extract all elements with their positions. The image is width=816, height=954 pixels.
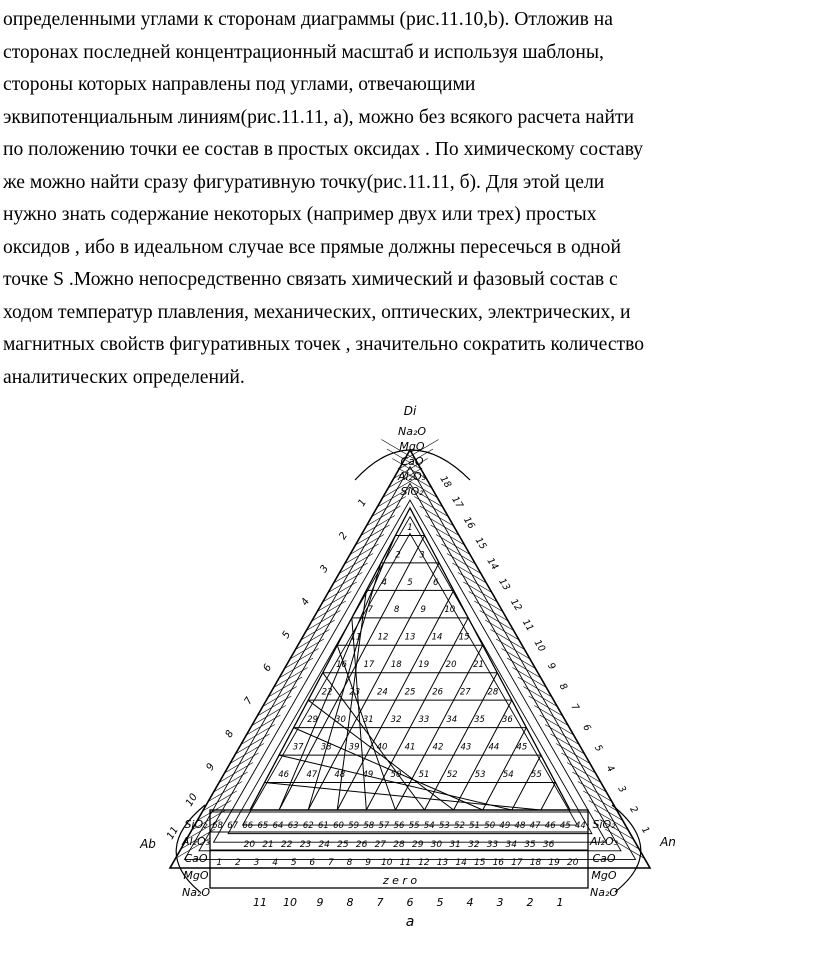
- table-number: 56: [393, 821, 405, 831]
- table-word: z e r o: [382, 874, 418, 887]
- table-number: 29: [411, 840, 424, 850]
- right-scale-number: 2: [627, 804, 640, 816]
- oxide-label-right: MgO: [591, 869, 617, 882]
- table-number: 23: [299, 840, 312, 850]
- grid-number: 16: [336, 660, 347, 671]
- left-scale-number: 8: [223, 728, 237, 740]
- table-number: 34: [505, 840, 517, 850]
- table-number: 10: [380, 858, 393, 868]
- grid-number: 39: [348, 742, 360, 753]
- grid-number: 3: [419, 550, 425, 561]
- grid-number: 8: [394, 605, 400, 616]
- oxide-label-top: SiO₂: [400, 485, 424, 498]
- table-number: 16: [492, 858, 505, 868]
- table-number: 65: [257, 821, 269, 831]
- grid-number: 51: [418, 769, 430, 780]
- vertex-label-left: Ab: [140, 837, 156, 851]
- right-scale-number: 17: [449, 494, 465, 511]
- grid-number: 38: [320, 742, 332, 753]
- grid-number: 25: [404, 687, 416, 698]
- outer-triangle: [170, 450, 650, 868]
- oxide-label-top: MgO: [399, 440, 425, 453]
- table-number: 3: [496, 896, 504, 909]
- oxide-label-left: Al₂O₃: [181, 835, 211, 848]
- table-number: 9: [316, 896, 324, 909]
- table-number: 12: [418, 858, 430, 868]
- right-scale-number: 7: [568, 701, 581, 713]
- table-number: 17: [511, 858, 523, 868]
- table-number: 7: [328, 858, 334, 868]
- body-paragraph: [3, 4, 811, 394]
- grid-number: 46: [278, 769, 290, 780]
- table-number: 27: [374, 840, 387, 850]
- table-number: 24: [318, 840, 330, 850]
- grid-number: 34: [446, 715, 458, 726]
- text-line: определенными углами к сторонам диаграммы (рис.11.10,b). Отложив на: [3, 9, 613, 30]
- left-scale-number: 2: [337, 530, 351, 542]
- grid-line-l: [541, 783, 556, 810]
- grid-number: 9: [420, 605, 426, 616]
- right-scale-number: 4: [603, 763, 617, 775]
- table-number: 53: [438, 821, 450, 831]
- oxide-label-right: Na₂O: [589, 886, 619, 899]
- ternary-diagram-figure: [0, 400, 816, 950]
- text-line: нужно знать содержание некоторых (например двух или трех) простых: [3, 204, 597, 225]
- table-number: 10: [283, 896, 297, 909]
- grid-number: 55: [530, 769, 542, 780]
- table-number: 6: [406, 896, 414, 909]
- grid-number: 2: [395, 550, 401, 561]
- grid-number: 29: [307, 715, 319, 726]
- text-line: точке S .Можно непосредственно связать химический и фазовый состав с: [3, 269, 618, 290]
- table-number: 3: [253, 858, 260, 868]
- grid-number: 6: [432, 577, 439, 588]
- table-number: 47: [529, 821, 541, 831]
- grid-number: 21: [473, 660, 484, 671]
- grid-number: 50: [390, 769, 402, 780]
- grid-number: 36: [501, 715, 513, 726]
- table-number: 63: [287, 821, 299, 831]
- table-number: 22: [281, 840, 293, 850]
- text-line: эквипотенциальным линиям(рис.11.11, а), можно без всякого расчета найти: [3, 106, 635, 128]
- grid-number: 24: [376, 687, 388, 698]
- figure-caption: a: [405, 914, 415, 930]
- table-number: 2: [526, 896, 534, 909]
- table-number: 21: [262, 840, 274, 850]
- grid-number: 18: [390, 660, 402, 671]
- right-scale-number: 10: [531, 637, 548, 655]
- left-scale-number: 5: [280, 629, 294, 641]
- triangular-grid: [265, 535, 556, 810]
- right-scale-number: 8: [556, 681, 570, 693]
- grid-number: 14: [431, 632, 443, 643]
- left-scale-number: 9: [204, 761, 218, 773]
- table-number: 48: [514, 821, 526, 831]
- left-scale-number: 11: [165, 824, 182, 842]
- table-number: 44: [575, 821, 586, 831]
- text-line: стороны которых направлены под углами, отвечающими: [3, 74, 476, 95]
- table-number: 54: [423, 821, 435, 831]
- right-scale-number: 3: [615, 783, 628, 795]
- table-number: 7: [376, 896, 384, 909]
- grid-number: 23: [349, 687, 361, 698]
- grid-number: 31: [362, 715, 374, 726]
- table-number: 59: [348, 821, 360, 831]
- grid-number: 48: [334, 769, 346, 780]
- table-number: 52: [454, 821, 465, 831]
- table-number: 13: [436, 858, 449, 868]
- table-number: 61: [317, 821, 329, 831]
- text-line: оксидов , ибо в идеальном случае все прямые должны пересечься в одной: [3, 236, 621, 258]
- right-scale-number: 11: [519, 617, 536, 634]
- text-line: по положению точки ее состав в простых оксидах . По химическому составу: [3, 139, 644, 160]
- oxide-label-left: SiO₂: [184, 818, 208, 831]
- right-scale-number: 13: [496, 576, 512, 593]
- left-scale-number: 10: [184, 791, 201, 809]
- table-number: 31: [449, 840, 461, 850]
- right-scale-number: 5: [591, 742, 605, 754]
- table-number: 55: [408, 821, 420, 831]
- table-number: 36: [542, 840, 555, 850]
- table-number: 58: [363, 821, 375, 831]
- left-scale-number: 4: [299, 596, 313, 608]
- table-number: 15: [473, 858, 486, 868]
- right-scale-number: 16: [460, 515, 477, 532]
- table-number: 5: [290, 858, 297, 868]
- table-number: 18: [529, 858, 542, 868]
- grid-number: 41: [404, 742, 416, 753]
- grid-number: 12: [377, 632, 389, 643]
- grid-line-l: [483, 728, 527, 810]
- grid-number: 37: [292, 742, 304, 753]
- left-scale-number: 3: [318, 563, 332, 575]
- table-number: 4: [466, 896, 474, 909]
- grid-number: 30: [335, 715, 346, 726]
- right-scale-number: 18: [437, 474, 454, 491]
- oxide-label-top: Al₂O₃: [397, 470, 427, 483]
- grid-number: 11: [350, 632, 362, 643]
- grid-number: 53: [474, 769, 486, 780]
- table-number: 60: [333, 821, 344, 831]
- grid-number: 7: [367, 605, 373, 616]
- left-scale-number: 1: [356, 497, 370, 509]
- table-number: 62: [302, 821, 314, 831]
- table-number: 64: [272, 821, 284, 831]
- table-number: 67: [227, 821, 239, 831]
- oxide-label-left: MgO: [183, 869, 209, 882]
- grid-number: 10: [444, 605, 456, 616]
- right-scale-number: 6: [580, 722, 593, 734]
- grid-number: 20: [445, 660, 457, 671]
- table-number: 20: [566, 858, 579, 868]
- table-number: 19: [548, 858, 560, 868]
- table-number: 1: [216, 858, 223, 868]
- right-scale-number: 1: [638, 824, 652, 836]
- table-number: 11: [399, 858, 412, 868]
- grid-number: 5: [407, 577, 413, 588]
- table-number: 35: [524, 840, 536, 850]
- grid-number: 35: [474, 715, 485, 726]
- grid-number: 40: [376, 742, 388, 753]
- right-scale-number: 15: [472, 535, 489, 552]
- oxide-label-right: SiO₂: [592, 818, 616, 831]
- oxide-label-left: Na₂O: [181, 886, 211, 899]
- text-line: ходом температур плавления, механических, оптических, электрических, и: [3, 301, 631, 323]
- table-number: 33: [486, 840, 499, 850]
- grid-number: 4: [381, 577, 388, 588]
- vertex-label-right: An: [660, 835, 676, 849]
- grid-number: 43: [460, 742, 472, 753]
- text-line: аналитических определений.: [3, 366, 245, 388]
- table-number: 11: [253, 896, 267, 909]
- grid-number: 47: [306, 769, 318, 780]
- table-number: 1: [556, 896, 564, 909]
- oxide-label-right: CaO: [592, 852, 616, 865]
- table-number: 8: [346, 896, 354, 909]
- right-scale-number: 9: [544, 660, 558, 672]
- grid-line-r: [265, 783, 541, 810]
- grid-number: 19: [418, 660, 430, 671]
- table-number: 6: [309, 858, 316, 868]
- oxide-label-left: CaO: [184, 852, 208, 865]
- table-number: 2: [235, 858, 241, 868]
- table-number: 8: [346, 858, 353, 868]
- grid-number: 22: [321, 687, 333, 698]
- table-number: 49: [499, 821, 511, 831]
- grid-number: 33: [418, 715, 430, 726]
- grid-number: 42: [432, 742, 444, 753]
- table-number: 20: [243, 840, 256, 850]
- table-number: 30: [430, 840, 443, 850]
- table-number: 14: [455, 858, 467, 868]
- text-line: магнитных свойств фигуративных точек , значительно сократить количество: [3, 334, 645, 355]
- right-scale-number: 12: [508, 596, 524, 614]
- table-number: 66: [242, 821, 254, 831]
- table-number: 9: [365, 858, 371, 868]
- oxide-label-right: Al₂O₃: [589, 835, 619, 848]
- table-number: 4: [272, 858, 278, 868]
- grid-number: 1: [407, 522, 413, 533]
- table-number: 28: [393, 840, 405, 850]
- table-number: 25: [337, 840, 349, 850]
- side-scale-ticks: [175, 440, 644, 859]
- text-line: сторонах последней концентрационный масштаб и используя шаблоны,: [3, 41, 604, 63]
- grid-number: 54: [502, 769, 514, 780]
- grid-number: 26: [432, 687, 444, 698]
- grid-number: 44: [488, 742, 500, 753]
- table-number: 5: [436, 896, 444, 909]
- table-number: 45: [559, 821, 571, 831]
- table-number: 68: [212, 821, 223, 831]
- table-number: 46: [544, 821, 556, 831]
- grid-number: 32: [390, 715, 402, 726]
- vertex-label-top: Di: [403, 404, 417, 418]
- grid-number: 52: [446, 769, 458, 780]
- grid-number: 13: [404, 632, 416, 643]
- oxide-label-top: Na₂O: [397, 425, 427, 438]
- grid-number: 27: [459, 687, 471, 698]
- grid-number: 45: [516, 742, 528, 753]
- grid-number: 28: [487, 687, 499, 698]
- text-line: же можно найти сразу фигуративную точку(рис.11.11, б). Для этой цели: [3, 171, 605, 193]
- grid-number: 17: [363, 660, 375, 671]
- table-number: 57: [378, 821, 390, 831]
- left-scale-number: 6: [261, 662, 275, 674]
- table-number: 32: [468, 840, 480, 850]
- grid-line-r: [294, 728, 483, 810]
- table-number: 50: [484, 821, 496, 831]
- grid-cell-numbers: [278, 523, 541, 780]
- oxide-label-top: CaO: [400, 455, 424, 468]
- table-number: 51: [469, 821, 481, 831]
- right-scale-number: 14: [484, 556, 501, 573]
- left-scale-number: 7: [242, 695, 256, 707]
- table-number: 26: [355, 840, 368, 850]
- grid-number: 49: [362, 769, 374, 780]
- grid-number: 15: [458, 632, 470, 643]
